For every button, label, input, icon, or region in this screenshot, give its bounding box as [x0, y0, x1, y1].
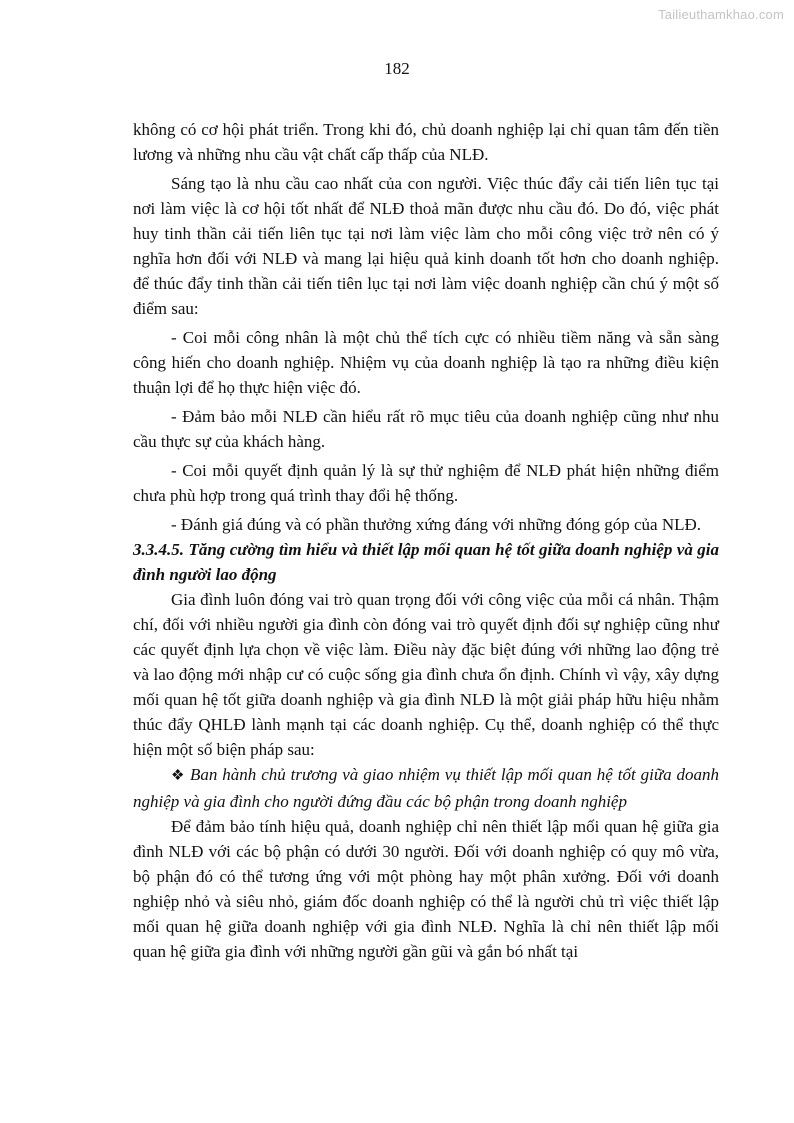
bullet-text: Ban hành chủ trương và giao nhiệm vụ thiết lập mối quan hệ tốt giữa doanh nghiệp và gia đình cho người đứng đầu các bộ phận trong doanh nghiệp [133, 765, 719, 811]
paragraph-family: Gia đình luôn đóng vai trò quan trọng đối với công việc của mỗi cá nhân. Thậm chí, đối với nhiều người gia đình còn đóng vai trò quyết định đối sự nghiệp cũng như các quyết định lựa chọn về việc làm. Điều này đặc biệt đúng với những lao động trẻ và lao động mới nhập cư có cuộc sống gia đình chưa ổn định. Chính vì vậy, xây dựng mối quan hệ tốt giữa doanh nghiệp và gia đình NLĐ là một giải pháp hữu hiệu nhằm thúc đẩy QHLĐ lành mạnh tại các doanh nghiệp. Cụ thể, doanh nghiệp có thể thực hiện một số biện pháp sau: [133, 590, 719, 759]
section-heading: 3.3.4.5. Tăng cường tìm hiểu và thiết lập mối quan hệ tốt giữa doanh nghiệp và gia đình người lao động [133, 540, 719, 584]
paragraph-creativity: Sáng tạo là nhu cầu cao nhất của con người. Việc thúc đẩy cải tiến liên tục tại nơi làm việc là cơ hội tốt nhất để NLĐ thoả mãn được nhu cầu đó. Do đó, việc phát huy tinh thần cải tiến liên tục tại nơi làm việc làm cho mỗi công việc trở nên có ý nghĩa hơn đối với NLĐ và mang lại hiệu quả kinh doanh tốt hơn cho doanh nghiệp. để thúc đẩy tinh thần cải tiến tiên lục tại nơi làm việc doanh nghiệp cần chú ý một số điểm sau: [133, 174, 719, 318]
list-item: - Đảm bảo mỗi NLĐ cần hiểu rất rõ mục tiêu của doanh nghiệp cũng như nhu cầu thực sự của khách hàng. [133, 407, 719, 451]
page-number: 182 [384, 59, 410, 78]
list-item: - Coi mỗi quyết định quản lý là sự thử nghiệm để NLĐ phát hiện những điểm chưa phù hợp trong quá trình thay đổi hệ thống. [133, 461, 719, 505]
watermark: Tailieuthamkhao.com [658, 7, 784, 22]
bullet-item [133, 762, 719, 814]
list-item: - Đánh giá đúng và có phần thưởng xứng đáng với những đóng góp của NLĐ. [171, 515, 702, 534]
diamond-bullet-icon: ❖ [171, 768, 186, 784]
paragraph-last: Để đảm bảo tính hiệu quả, doanh nghiệp chỉ nên thiết lập mối quan hệ giữa gia đình NLĐ với các bộ phận có dưới 30 người. Đối với doanh nghiệp có quy mô vừa, bộ phận đó có thể tương ứng với một phòng hay một phân xưởng. Đối với doanh nghiệp nhỏ và siêu nhỏ, giám đốc doanh nghiệp có thể là người chủ trì việc thiết lập mối quan hệ giữa doanh nghiệp với gia đình NLĐ. Nghĩa là chỉ nên thiết lập mối quan hệ giữa gia đình với những người gần gũi và gắn bó nhất tại [133, 817, 719, 961]
list-item: - Coi mỗi công nhân là một chủ thể tích cực có nhiều tiềm năng và sẵn sàng công hiến cho doanh nghiệp. Nhiệm vụ của doanh nghiệp là tạo ra những điều kiện thuận lợi để họ thực hiện việc đó. [133, 328, 719, 397]
document-body [133, 117, 719, 964]
paragraph-continuation: không có cơ hội phát triển. Trong khi đó, chủ doanh nghiệp lại chỉ quan tâm đến tiền lương và những nhu cầu vật chất cấp thấp của NLĐ. [133, 120, 719, 164]
